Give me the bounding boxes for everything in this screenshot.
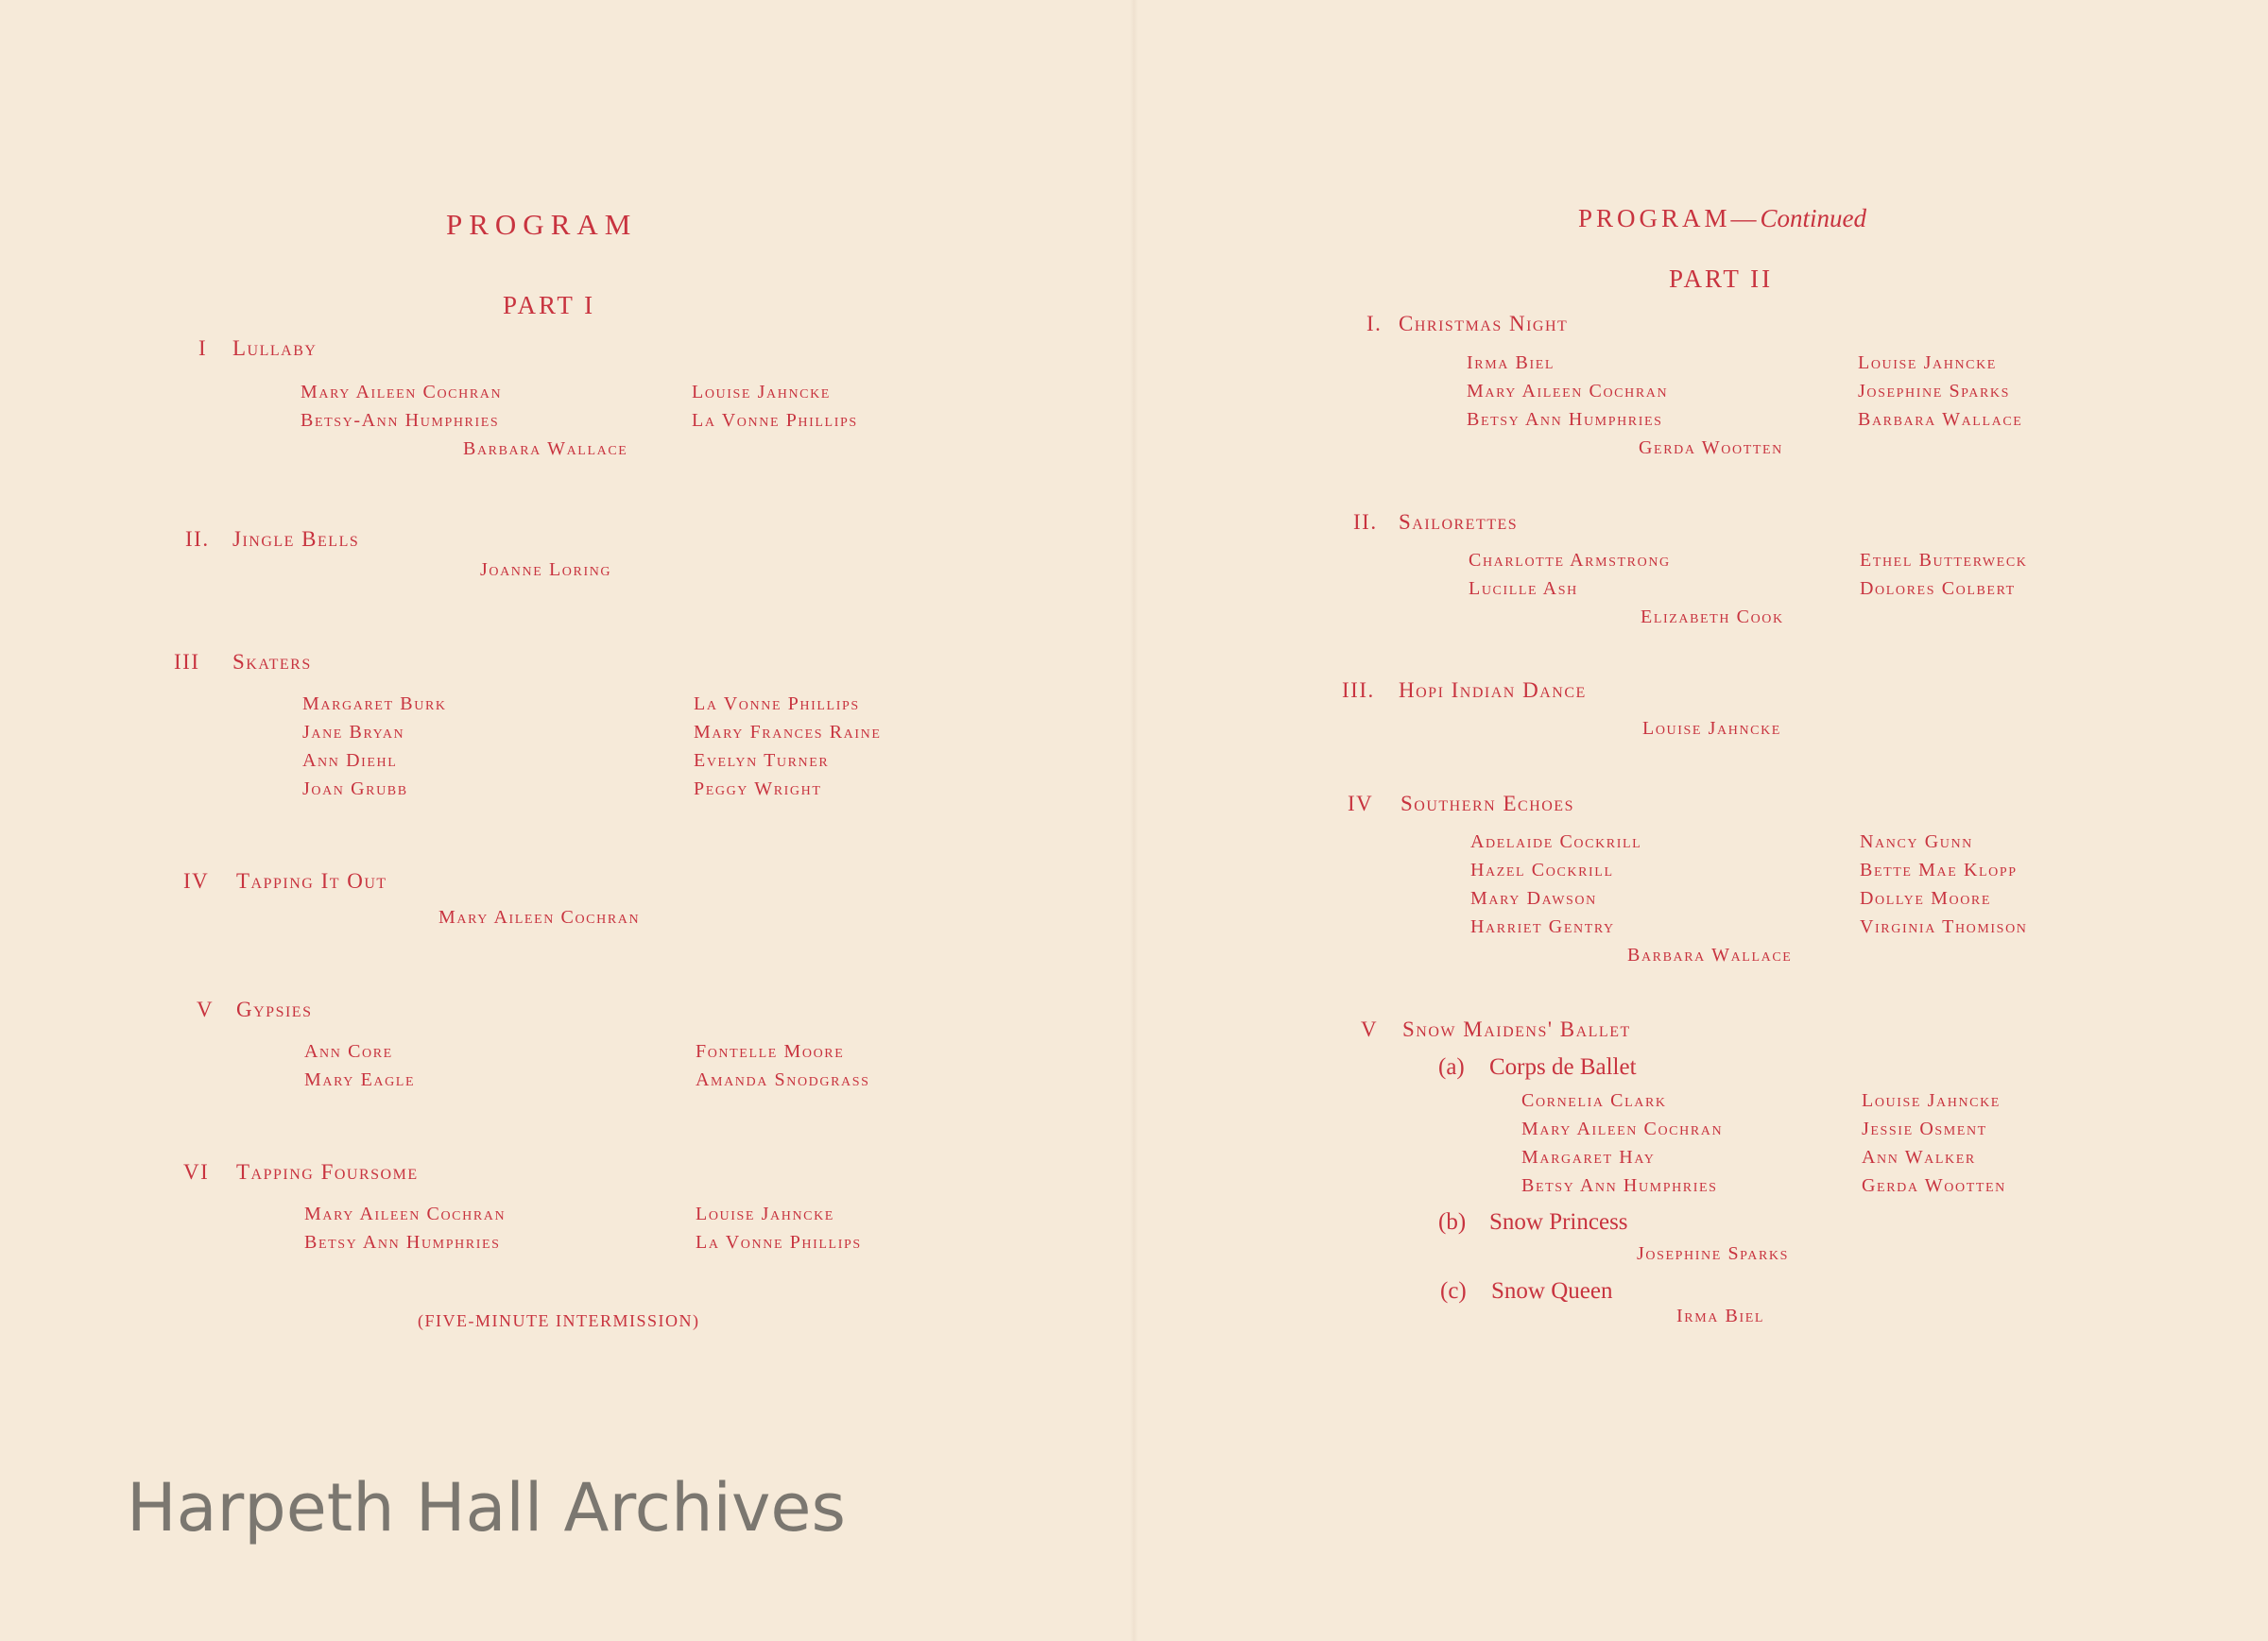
- performer: Josephine Sparks: [1858, 381, 2011, 402]
- subsection-title: [1438, 1209, 1628, 1236]
- performer: Peggy Wright: [694, 778, 822, 799]
- subsection-name: Snow Queen: [1491, 1278, 1613, 1304]
- performer: La Vonne Phillips: [694, 693, 860, 714]
- act-name: Jingle Bells: [232, 527, 360, 551]
- act-title: [197, 998, 312, 1022]
- continued-text: Continued: [1760, 204, 1867, 232]
- act-name: Sailorettes: [1399, 510, 1519, 534]
- performer: Barbara Wallace: [1627, 945, 1793, 966]
- performer: Irma Biel: [1467, 352, 1555, 373]
- performer: Ann Core: [304, 1041, 393, 1062]
- act-title: [198, 336, 317, 361]
- act-number: V: [197, 998, 215, 1021]
- act-title: [183, 1160, 419, 1185]
- act-name: Lullaby: [232, 336, 318, 360]
- performer: Joanne Loring: [480, 559, 612, 580]
- subsection-label: (b): [1438, 1209, 1467, 1235]
- right-page: [1134, 0, 2268, 1641]
- act-number: II.: [1353, 510, 1378, 534]
- act-title: [174, 650, 312, 675]
- performer: Barbara Wallace: [463, 438, 628, 459]
- subsection-title: [1440, 1278, 1612, 1305]
- act-title: [185, 527, 359, 552]
- performer: La Vonne Phillips: [692, 410, 858, 431]
- performer: Louise Jahncke: [692, 382, 831, 402]
- performer: Louise Jahncke: [1858, 352, 1997, 373]
- subsection-label: (c): [1440, 1278, 1467, 1304]
- act-number: III: [174, 650, 200, 674]
- subsection-label: (a): [1438, 1054, 1465, 1080]
- subsection-title: [1438, 1054, 1637, 1081]
- performer: Mary Eagle: [304, 1069, 416, 1090]
- subsection-name: Corps de Ballet: [1489, 1054, 1637, 1080]
- act-name: Southern Echoes: [1400, 792, 1574, 815]
- performer: Jane Bryan: [302, 722, 405, 743]
- performer: Josephine Sparks: [1637, 1243, 1790, 1264]
- act-title: [1361, 1017, 1631, 1042]
- performer: Louise Jahncke: [1862, 1090, 2001, 1111]
- performer: Ann Diehl: [302, 750, 398, 771]
- performer: Mary Aileen Cochran: [1521, 1119, 1724, 1139]
- part-one-heading: PART I: [503, 291, 596, 319]
- act-number: V: [1361, 1017, 1379, 1041]
- act-number: IV: [183, 869, 210, 893]
- performer: Hazel Cockrill: [1470, 860, 1614, 880]
- performer: Adelaide Cockrill: [1470, 831, 1642, 852]
- performer: Evelyn Turner: [694, 750, 830, 771]
- performer: Betsy Ann Humphries: [304, 1232, 501, 1253]
- subsection-name: Snow Princess: [1489, 1209, 1628, 1235]
- act-number: III.: [1342, 678, 1375, 702]
- act-title: [1342, 678, 1587, 703]
- act-name: Snow Maidens' Ballet: [1402, 1017, 1631, 1041]
- act-title: [1366, 312, 1568, 336]
- performer: Fontelle Moore: [696, 1041, 845, 1062]
- program-continued-heading: [1578, 204, 1866, 233]
- program-heading: PROGRAM: [446, 208, 638, 241]
- performer: Charlotte Armstrong: [1469, 550, 1671, 571]
- performer: Cornelia Clark: [1521, 1090, 1667, 1111]
- performer: Margaret Burk: [302, 693, 447, 714]
- archive-watermark: Harpeth Hall Archives: [127, 1469, 846, 1547]
- act-number: II.: [185, 527, 210, 551]
- part-two-heading: PART II: [1669, 265, 1774, 293]
- performer: Margaret Hay: [1521, 1147, 1656, 1168]
- performer: La Vonne Phillips: [696, 1232, 862, 1253]
- act-name: Tapping Foursome: [236, 1160, 419, 1184]
- act-number: I: [198, 336, 208, 360]
- performer: Dolores Colbert: [1860, 578, 2016, 599]
- performer: Bette Mae Klopp: [1860, 860, 2018, 880]
- program-heading-text: PROGRAM—: [1578, 204, 1761, 232]
- act-name: Skaters: [232, 650, 312, 674]
- performer: Joan Grubb: [302, 778, 408, 799]
- performer: Gerda Wootten: [1862, 1175, 2006, 1196]
- act-name: Gypsies: [236, 998, 313, 1021]
- performer: Louise Jahncke: [1642, 718, 1781, 739]
- act-name: Tapping It Out: [236, 869, 387, 893]
- performer: Virginia Thomison: [1860, 916, 2028, 937]
- performer: Lucille Ash: [1469, 578, 1578, 599]
- act-number: IV: [1348, 792, 1374, 815]
- act-name: Hopi Indian Dance: [1399, 678, 1587, 702]
- act-number: I.: [1366, 312, 1383, 335]
- performer: Amanda Snodgrass: [696, 1069, 870, 1090]
- performer: Ann Walker: [1862, 1147, 1976, 1168]
- performer: Mary Frances Raine: [694, 722, 882, 743]
- act-title: [1353, 510, 1518, 535]
- performer: Betsy Ann Humphries: [1521, 1175, 1718, 1196]
- intermission-note: (FIVE-MINUTE INTERMISSION): [418, 1311, 700, 1330]
- performer: Gerda Wootten: [1639, 437, 1783, 458]
- performer: Irma Biel: [1676, 1306, 1765, 1326]
- performer: Dollye Moore: [1860, 888, 1992, 909]
- performer: Jessie Osment: [1862, 1119, 1987, 1139]
- act-number: VI: [183, 1160, 210, 1184]
- performer: Nancy Gunn: [1860, 831, 1973, 852]
- performer: Mary Dawson: [1470, 888, 1597, 909]
- act-name: Christmas Night: [1399, 312, 1569, 335]
- performer: Elizabeth Cook: [1641, 607, 1784, 627]
- performer: Betsy-Ann Humphries: [301, 410, 500, 431]
- performer: Mary Aileen Cochran: [438, 907, 641, 928]
- act-title: [183, 869, 387, 894]
- performer: Harriet Gentry: [1470, 916, 1615, 937]
- performer: Mary Aileen Cochran: [304, 1204, 507, 1224]
- performer: Betsy Ann Humphries: [1467, 409, 1663, 430]
- performer: Ethel Butterweck: [1860, 550, 2028, 571]
- performer: Barbara Wallace: [1858, 409, 2023, 430]
- act-title: [1348, 792, 1574, 816]
- performer: Mary Aileen Cochran: [1467, 381, 1669, 402]
- performer: Mary Aileen Cochran: [301, 382, 503, 402]
- performer: Louise Jahncke: [696, 1204, 834, 1224]
